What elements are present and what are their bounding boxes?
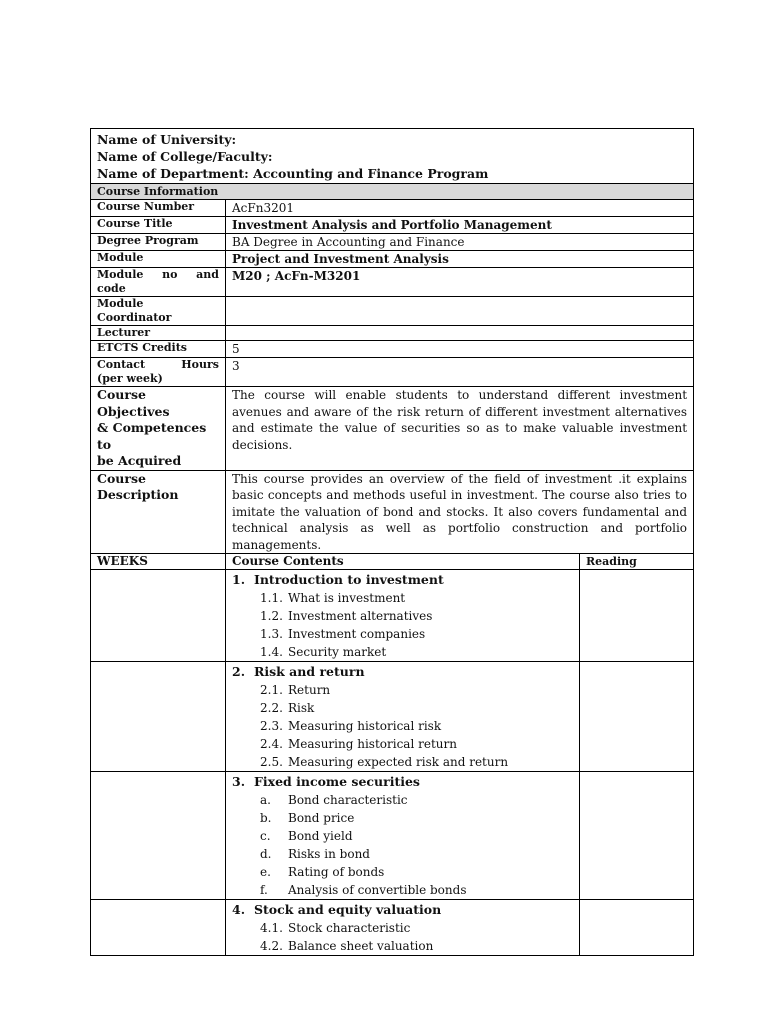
unit-title [232,570,573,589]
subtopic-text: Return [288,683,331,697]
unit-subtopic [232,753,573,771]
ects-credits-value: 5 [226,341,694,358]
subtopic-number: e. [260,865,271,879]
weeks-column-header: WEEKS [91,554,226,570]
unit-subtopic [232,735,573,753]
subtopic-text: Measuring expected risk and return [288,755,509,769]
unit-subtopic [232,937,573,955]
lecturer-label: Lecturer [91,326,226,341]
subtopic-text: Risks in bond [288,847,370,861]
institution-header [91,129,694,184]
unit-subtopic [232,589,573,607]
unit-title [232,772,573,791]
subtopic-text: Investment companies [288,627,426,641]
contact-hours-label-line1: Contact Hours [97,358,219,371]
unit-title-text: Introduction to investment [254,572,444,587]
subtopic-text: Measuring historical return [288,737,457,751]
ects-credits-row [91,341,694,358]
subtopic-number: d. [260,847,272,861]
subtopic-number: 1.1. [260,591,283,605]
subtopic-number: 2.4. [260,737,283,751]
ects-credits-label: ETCTS Credits [91,341,226,358]
subtopic-number: 2.2. [260,701,283,715]
unit-number: 2. [232,664,246,679]
degree-program-label: Degree Program [91,234,226,251]
subtopic-number: 1.4. [260,645,283,659]
description-label-line1: Course [97,470,146,486]
unit-subtopic [232,643,573,661]
subtopic-text: Security market [288,645,387,659]
department-name: Name of Department: Accounting and Finance Program [97,166,489,181]
contact-hours-row [91,358,694,387]
description-label-line2: Description [97,487,179,502]
unit-week-cell [91,900,226,956]
subtopic-number: b. [260,811,272,825]
unit-reading-cell [580,772,694,900]
module-coordinator-label-line1: Module [97,297,144,310]
unit-subtopic [232,845,573,863]
unit-number: 4. [232,902,246,917]
course-title-value: Investment Analysis and Portfolio Management [226,217,694,234]
unit-content-cell [226,570,580,662]
course-units [91,570,694,956]
contact-hours-value: 3 [226,358,694,387]
unit-reading-cell [580,662,694,772]
objectives-label [91,387,226,471]
objectives-row [91,387,694,471]
module-code-label-line2: code [97,282,126,295]
unit-content-cell [226,772,580,900]
module-code-label-line1: Module no and [97,268,219,281]
subtopic-text: Rating of bonds [288,865,385,879]
objectives-label-line3: be Acquired [97,453,182,468]
objectives-label-line1: Course Objectives [97,387,170,419]
unit-subtopic [232,717,573,735]
contact-hours-label-line2: (per week) [97,372,163,385]
course-number-label: Course Number [91,200,226,217]
module-coordinator-label [91,297,226,326]
course-info-table [90,128,694,956]
subtopic-number: c. [260,829,271,843]
unit-reading-cell [580,900,694,956]
subtopic-number: 1.2. [260,609,283,623]
subtopic-text: Investment alternatives [288,609,433,623]
module-code-label [91,268,226,297]
unit-row [91,570,694,662]
subtopic-number: 2.5. [260,755,283,769]
subtopic-text: Bond characteristic [288,793,408,807]
subtopic-text: Balance sheet valuation [288,939,434,953]
subtopic-text: Bond price [288,811,355,825]
module-code-value: M20 ; AcFn-M3201 [226,268,694,297]
course-number-row [91,200,694,217]
description-value: This course provides an overview of the field of investment .it explains basic concepts and methods useful in investment. The course also tries to imitate the valuation of bond and stocks. It also covers fundamental and technical analysis as well as portfolio construction and portfolio managements. [226,470,694,554]
unit-title-text: Risk and return [254,664,365,679]
course-syllabus-document [90,128,693,956]
objectives-label-line2: & Competences to [97,420,207,452]
subtopic-text: Measuring historical risk [288,719,442,733]
unit-number: 3. [232,774,246,789]
subtopic-text: Bond yield [288,829,353,843]
unit-subtopic [232,919,573,937]
institution-header-row [91,129,694,184]
course-information-heading: Course Information [91,184,694,200]
course-title-row [91,217,694,234]
unit-title-text: Stock and equity valuation [254,902,442,917]
course-information-row [91,184,694,200]
unit-row [91,772,694,900]
unit-content-cell [226,900,580,956]
unit-week-cell [91,662,226,772]
unit-subtopic [232,681,573,699]
description-row [91,470,694,554]
subtopic-number: a. [260,793,271,807]
unit-subtopic [232,607,573,625]
reading-column-header: Reading [580,554,694,570]
lecturer-row [91,326,694,341]
module-coordinator-row [91,297,694,326]
unit-content-cell [226,662,580,772]
unit-subtopic [232,699,573,717]
subtopic-number: f. [260,883,268,897]
unit-title [232,662,573,681]
subtopic-text: Risk [288,701,315,715]
module-coordinator-label-line2: Coordinator [97,311,172,324]
unit-week-cell [91,570,226,662]
module-code-row [91,268,694,297]
unit-week-cell [91,772,226,900]
subtopic-number: 2.1. [260,683,283,697]
course-title-label: Course Title [91,217,226,234]
description-label [91,470,226,554]
subtopic-text: Analysis of convertible bonds [288,883,467,897]
subtopic-number: 4.2. [260,939,283,953]
subtopic-number: 4.1. [260,921,283,935]
unit-reading-cell [580,570,694,662]
subtopic-text: Stock characteristic [288,921,411,935]
unit-subtopic [232,827,573,845]
unit-title [232,900,573,919]
weeks-header-row [91,554,694,570]
unit-number: 1. [232,572,246,587]
subtopic-text: What is investment [288,591,406,605]
course-number-value: AcFn3201 [226,200,694,217]
unit-row [91,900,694,956]
course-contents-column-header: Course Contents [226,554,580,570]
unit-title-text: Fixed income securities [254,774,420,789]
college-name: Name of College/Faculty: [97,149,273,164]
unit-subtopic [232,791,573,809]
module-row [91,251,694,268]
subtopic-number: 1.3. [260,627,283,641]
contact-hours-label [91,358,226,387]
unit-subtopic [232,881,573,899]
unit-subtopic [232,809,573,827]
subtopic-number: 2.3. [260,719,283,733]
degree-program-row [91,234,694,251]
unit-subtopic [232,625,573,643]
module-value: Project and Investment Analysis [226,251,694,268]
module-label: Module [91,251,226,268]
university-name: Name of University: [97,132,237,147]
unit-row [91,662,694,772]
module-coordinator-value [226,297,694,326]
degree-program-value: BA Degree in Accounting and Finance [226,234,694,251]
unit-subtopic [232,863,573,881]
lecturer-value [226,326,694,341]
objectives-value: The course will enable students to understand different investment avenues and aware of the risk return of different investment alternatives and estimate the value of securities so as to make valuable investment decisions. [226,387,694,471]
